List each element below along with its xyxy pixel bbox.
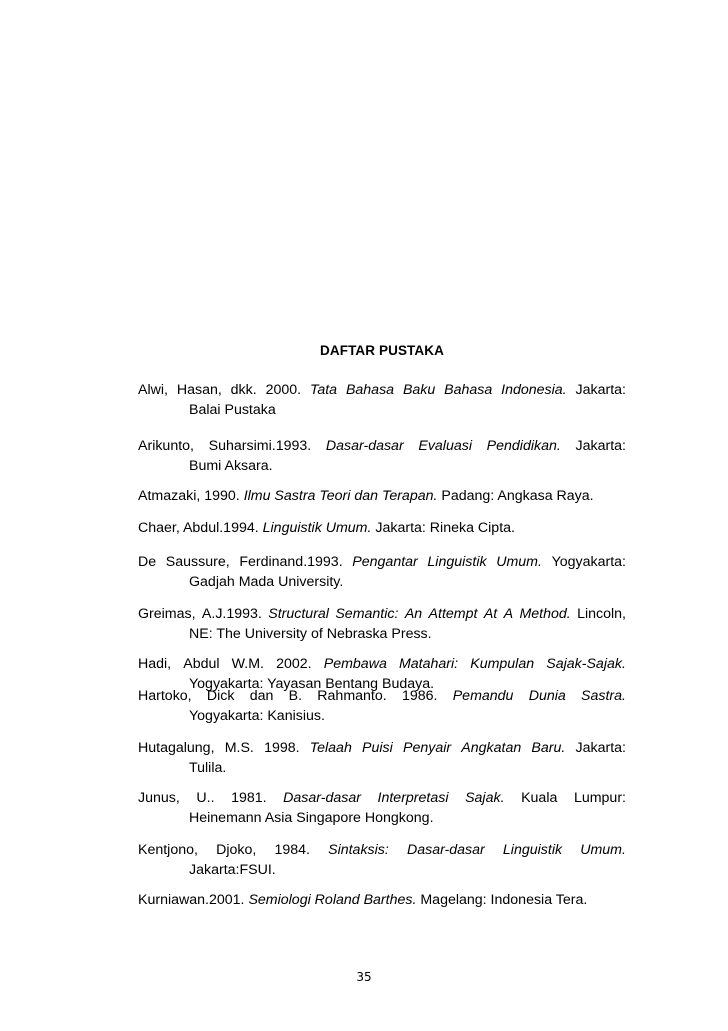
text-segment: Abdul xyxy=(183,656,220,672)
text-segment: Kuala xyxy=(521,790,558,806)
work-title-segment: Telaah xyxy=(309,740,352,756)
work-title-segment: Linguistik Umum. xyxy=(262,520,372,536)
text-segment: Yogyakarta: xyxy=(551,554,626,570)
work-title-segment: Bahasa xyxy=(345,382,395,398)
work-title-segment: Sintaksis: xyxy=(328,842,389,858)
text-segment: Padang: Angkasa Raya. xyxy=(437,488,594,504)
text-segment: 1998. xyxy=(264,740,300,756)
text-segment: Chaer, Abdul.1994. xyxy=(138,520,263,536)
work-title-segment: Evaluasi xyxy=(418,438,472,454)
text-segment: Tulila. xyxy=(189,760,227,776)
entry-line xyxy=(138,486,626,506)
work-title-segment: Linguistik xyxy=(427,554,487,570)
work-title-segment: Baru. xyxy=(531,740,566,756)
text-segment: Greimas, xyxy=(138,606,196,622)
entry-line-continuation xyxy=(138,758,626,778)
work-title-segment: Sajak. xyxy=(465,790,505,806)
bibliography-entry-junus xyxy=(138,788,626,828)
text-segment: Djoko, xyxy=(216,842,257,858)
entry-line-continuation xyxy=(138,400,626,420)
work-title-segment: Sastra. xyxy=(581,688,626,704)
text-segment: Yogyakarta: Kanisius. xyxy=(189,708,325,724)
work-title-segment: Semantic: xyxy=(335,606,399,622)
text-segment: Jakarta: xyxy=(575,382,626,398)
work-title-segment: Kumpulan xyxy=(470,656,535,672)
text-segment: dan xyxy=(249,688,274,704)
text-segment: Bumi Aksara. xyxy=(189,458,273,474)
entry-line xyxy=(138,380,626,400)
work-title-segment: Pengantar xyxy=(352,554,418,570)
entry-line xyxy=(138,840,626,860)
work-title-segment: Ilmu Sastra Teori dan Terapan. xyxy=(243,488,438,504)
text-segment: Rahmanto. xyxy=(317,688,387,704)
text-segment: Suharsimi.1993. xyxy=(208,438,312,454)
entry-line xyxy=(138,788,626,808)
text-segment: 1981. xyxy=(231,790,267,806)
text-segment: W.M. xyxy=(231,656,264,672)
bibliography-entry-de-saussure xyxy=(138,552,626,592)
entry-line-continuation xyxy=(138,808,626,828)
work-title-segment: Attempt xyxy=(428,606,478,622)
text-segment: Ferdinand.1993. xyxy=(239,554,343,570)
text-segment: 1986. xyxy=(401,688,438,704)
bibliography-entry-chaer xyxy=(138,518,626,538)
text-segment: Dick xyxy=(206,688,235,704)
work-title-segment: Tata xyxy=(309,382,338,398)
work-title-segment: Structural xyxy=(268,606,329,622)
text-segment: M.S. xyxy=(224,740,254,756)
bibliography-entry-hartoko xyxy=(138,686,626,726)
work-title-segment: Pembawa xyxy=(323,656,387,672)
text-segment: Alwi, xyxy=(138,382,168,398)
text-segment: dkk. xyxy=(230,382,257,398)
work-title-segment: Linguistik xyxy=(502,842,563,858)
text-segment: 2000. xyxy=(265,382,302,398)
text-segment: Lincoln, xyxy=(577,606,626,622)
work-title-segment: Interpretasi xyxy=(377,790,449,806)
work-title-segment: At xyxy=(483,606,498,622)
bibliography-entry-kentjono xyxy=(138,840,626,880)
work-title-segment: Indonesia. xyxy=(501,382,567,398)
text-segment: Jakarta: xyxy=(575,740,626,756)
work-title-segment: A xyxy=(503,606,514,622)
text-segment: Jakarta: xyxy=(575,438,626,454)
text-segment: B. xyxy=(288,688,303,704)
page-title: DAFTAR PUSTAKA xyxy=(320,343,444,358)
text-segment: Junus, xyxy=(138,790,180,806)
work-title-segment: Baku xyxy=(402,382,436,398)
work-title-segment: Pemandu xyxy=(452,688,514,704)
work-title-segment: Sajak-Sajak. xyxy=(546,656,626,672)
text-segment: Kentjono, xyxy=(138,842,198,858)
page-number: 35 xyxy=(356,970,372,984)
text-segment: Atmazaki, 1990. xyxy=(138,488,244,504)
work-title-segment: Umum. xyxy=(580,842,626,858)
entry-line xyxy=(138,654,626,674)
text-segment: Jakarta: Rineka Cipta. xyxy=(371,520,515,536)
text-segment: Lumpur: xyxy=(573,790,626,806)
bibliography-entry-arikunto xyxy=(138,436,626,476)
work-title-segment: An xyxy=(404,606,423,622)
entry-line-continuation xyxy=(138,706,626,726)
text-segment: Hartoko, xyxy=(138,688,192,704)
entry-line-continuation xyxy=(138,860,626,880)
text-segment: De xyxy=(138,554,157,570)
entry-line xyxy=(138,738,626,758)
text-segment: U.. xyxy=(196,790,215,806)
bibliography-entry-hutagalung xyxy=(138,738,626,778)
work-title-segment: Dasar-dasar xyxy=(283,790,361,806)
text-segment: Yogyakarta: Yayasan Bentang Budaya. xyxy=(189,676,435,692)
text-segment: NE: The University of Nebraska Press. xyxy=(189,626,432,642)
bibliography-entry-atmazaki xyxy=(138,486,626,506)
entry-line xyxy=(138,436,626,456)
text-segment: Hadi, xyxy=(138,656,172,672)
entry-line-continuation xyxy=(138,624,626,644)
text-segment: Heinemann Asia Singapore Hongkong. xyxy=(189,810,434,826)
entry-line xyxy=(138,552,626,572)
text-segment: Gadjah Mada University. xyxy=(189,574,344,590)
work-title-segment: Dasar-dasar xyxy=(325,438,404,454)
work-title-segment: Method. xyxy=(519,606,571,622)
text-segment: 1984. xyxy=(274,842,310,858)
text-segment: 2002. xyxy=(276,656,312,672)
text-segment: Jakarta:FSUI. xyxy=(189,862,276,878)
text-segment: Balai Pustaka xyxy=(189,402,276,418)
entry-line-continuation xyxy=(138,456,626,476)
text-segment: Kurniawan.2001. xyxy=(138,892,249,908)
entry-line xyxy=(138,890,626,910)
bibliography-entry-greimas xyxy=(138,604,626,644)
entry-line xyxy=(138,604,626,624)
work-title-segment: Penyair xyxy=(402,740,452,756)
text-segment: Hutagalung, xyxy=(138,740,215,756)
work-title-segment: Matahari: xyxy=(398,656,459,672)
work-title-segment: Puisi xyxy=(362,740,393,756)
text-segment: Hasan, xyxy=(176,382,222,398)
work-title-segment: Dasar-dasar xyxy=(406,842,485,858)
work-title-segment: Semiologi Roland Barthes. xyxy=(248,892,417,908)
text-segment: Magelang: Indonesia Tera. xyxy=(416,892,588,908)
work-title-segment: Bahasa xyxy=(444,382,493,398)
work-title-segment: Pendidikan. xyxy=(486,438,561,454)
bibliography-entry-alwi xyxy=(138,380,626,420)
work-title-segment: Dunia xyxy=(528,688,566,704)
text-segment: Arikunto, xyxy=(138,438,194,454)
entry-line xyxy=(138,518,626,538)
entry-line-continuation xyxy=(138,572,626,592)
text-segment: A.J.1993. xyxy=(201,606,262,622)
bibliography-entry-kurniawan xyxy=(138,890,626,910)
text-segment: Saussure, xyxy=(165,554,230,570)
work-title-segment: Umum. xyxy=(496,554,542,570)
work-title-segment: Angkatan xyxy=(461,740,522,756)
entry-line xyxy=(138,686,626,706)
